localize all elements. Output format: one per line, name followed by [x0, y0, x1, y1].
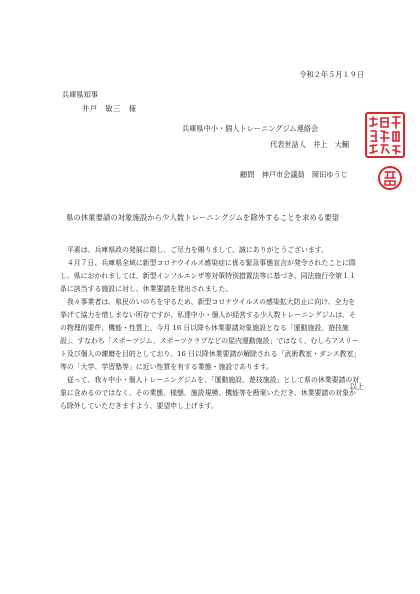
representative-seal-glyphs	[367, 114, 403, 156]
sender-organization: 兵庫県中小・個人トレーニングジム連絡会	[182, 124, 319, 133]
document-subject: 県の休業要請の対象施設から少人数トレーニングジムを除外することを求める要望	[66, 213, 340, 222]
document-body	[60, 244, 360, 413]
advisor-seal-glyphs	[380, 168, 400, 188]
body-paragraph-2: ４月７日、兵庫県全域に新型コロナウイルス感染症に係る緊急事態宣言が発令されたことに際し、県におかれましては、新型インフルエンザ等対策特別措置法等に基づき、同法施行令第１１条に該当する施設に対し、休業要請を発出されました。	[60, 259, 356, 293]
sender-advisor: 顧問 神戸市会議員 岡田ゆうじ	[240, 170, 348, 179]
recipient-name: 井戸 敏三 様	[82, 104, 137, 113]
recipient-title: 兵庫県知事	[62, 90, 98, 99]
document-date: 令和２年５月１９日	[299, 70, 364, 79]
sender-representative: 代表世話人 井上 大輔	[270, 140, 350, 149]
body-paragraph-3: 我々事業者は、県民のいのちを守るため、新型コロナウイルスの感染拡大防止に向け、全力を挙げて協力を惜しまない所存ですが、私達中小・個人が経営する少人数トレーニングジムは、その物理的要件、機能・性質上、今月 16 日以降も休業要請対象施設となる「運動施設、遊技施設」、すなわち「スポーツジム、スポーツクラブなどの屋内運動施設」ではなく、むしろアスリート及び個人の練磨を目的としており、16 日以降休業要請が解除される「武術教室・ダンス教室」等の「大学、学習塾等」に近い性質を有する業態・施設であります。	[60, 298, 359, 371]
representative-seal	[365, 112, 405, 158]
closing-mark: 以上	[349, 382, 364, 391]
advisor-seal	[378, 166, 402, 190]
body-paragraph-1: 平素は、兵庫県政の発展に際し、ご尽力を賜りまして、誠にありがとうございます。	[66, 246, 329, 254]
body-paragraph-4: 従って、我々中小・個人トレーニングジムを、「運動施設、遊技施設」として県の休業要請の対象に含めるのではなく、その業態、様態、施設規模、機能等を勘案いただき、休業要請の対象から除外していただきますよう、要望申し上げます。	[60, 376, 360, 410]
